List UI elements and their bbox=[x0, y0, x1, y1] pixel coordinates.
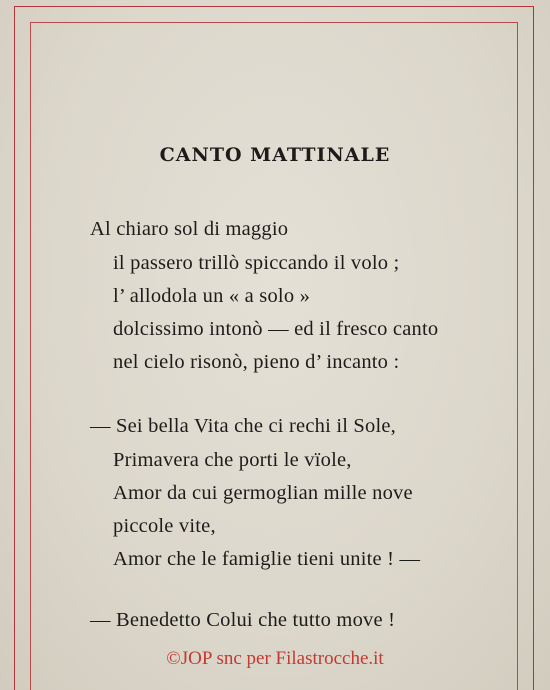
poem-title: CANTO MATTINALE bbox=[159, 144, 391, 166]
verse-line: Primavera che porti le vïole, bbox=[113, 449, 352, 471]
verse-line: — Sei bella Vita che ci rechi il Sole, bbox=[90, 415, 397, 437]
verse-line: nel cielo risonò, pieno d’ incanto : bbox=[113, 351, 400, 373]
verse-line: l’ allodola un « a solo » bbox=[113, 285, 311, 307]
verse-line: piccole vite, bbox=[113, 515, 216, 537]
closing-verse: — Benedetto Colui che tutto move ! bbox=[90, 609, 396, 631]
verse-line: Al chiaro sol di maggio bbox=[90, 218, 289, 240]
verse-line: Amor che le famiglie tieni unite ! — bbox=[113, 548, 421, 570]
copyright-credit: ©JOP snc per Filastrocche.it bbox=[166, 648, 384, 669]
verse-line: il passero trillò spiccando il volo ; bbox=[113, 252, 400, 274]
verse-line: dolcissimo intonò — ed il fresco canto bbox=[113, 318, 439, 340]
verse-line: Amor da cui germoglian mille nove bbox=[113, 482, 413, 504]
